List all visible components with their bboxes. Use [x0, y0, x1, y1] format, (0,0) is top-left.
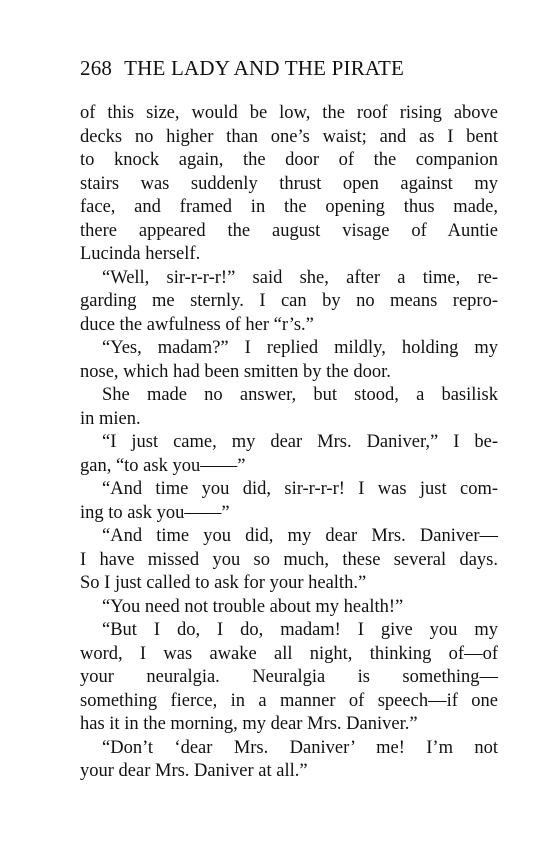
text-line: I have missed you so much, these several days. [80, 549, 498, 570]
text-line: garding me sternly. I can by no means repro- [80, 291, 498, 311]
text-line: nose, which had been smitten by the door. [80, 361, 391, 382]
text-line: “I just came, my dear Mrs. Daniver,” I be- [102, 432, 498, 452]
text-line: to knock again, the door of the companion [80, 150, 498, 170]
text-line: “And time you did, my dear Mrs. Daniver— [102, 526, 498, 546]
text-line: “Yes, madam?” I replied mildly, holding my [102, 338, 498, 358]
text-line: “You need not trouble about my health!” [102, 596, 404, 617]
text-line: gan, “to ask you——” [80, 455, 246, 476]
running-head [80, 56, 480, 86]
text-line: something fierce, in a manner of speech—if one [80, 690, 498, 711]
text-line: your dear Mrs. Daniver at all.” [80, 761, 308, 781]
text-line: So I just called to ask for your health.” [80, 573, 367, 593]
text-line: “But I do, I do, madam! I give you my [102, 620, 498, 640]
text-line: ing to ask you——” [80, 502, 230, 523]
text-line: “Don’t ‘dear Mrs. Daniver’ me! I’m not [102, 737, 498, 758]
text-line: your neuralgia. Neuralgia is something— [80, 667, 498, 687]
text-line: word, I was awake all night, thinking of—of [80, 643, 498, 664]
text-line: duce the awfulness of her “r’s.” [80, 314, 314, 335]
text-line: there appeared the august visage of Auntie [80, 220, 498, 241]
text-line: decks no higher than one’s waist; and as I bent [80, 126, 498, 147]
text-line: “Well, sir-r-r-r!” said she, after a time, re- [102, 267, 498, 288]
text-line: “And time you did, sir-r-r-r! I was just com- [102, 479, 498, 499]
text-line: Lucinda herself. [80, 244, 201, 264]
page-number: 268 [80, 56, 113, 80]
text-line: face, and framed in the opening thus made, [80, 197, 498, 217]
text-line: of this size, would be low, the roof rising above [80, 103, 498, 123]
running-title: THE LADY AND THE PIRATE [124, 56, 405, 80]
text-line: in mien. [80, 408, 141, 429]
text-line: She made no answer, but stood, a basilisk [102, 385, 498, 405]
text-line: stairs was suddenly thrust open against my [80, 173, 498, 194]
text-line: has it in the morning, my dear Mrs. Daniver.” [80, 714, 418, 734]
body-text [80, 102, 498, 784]
